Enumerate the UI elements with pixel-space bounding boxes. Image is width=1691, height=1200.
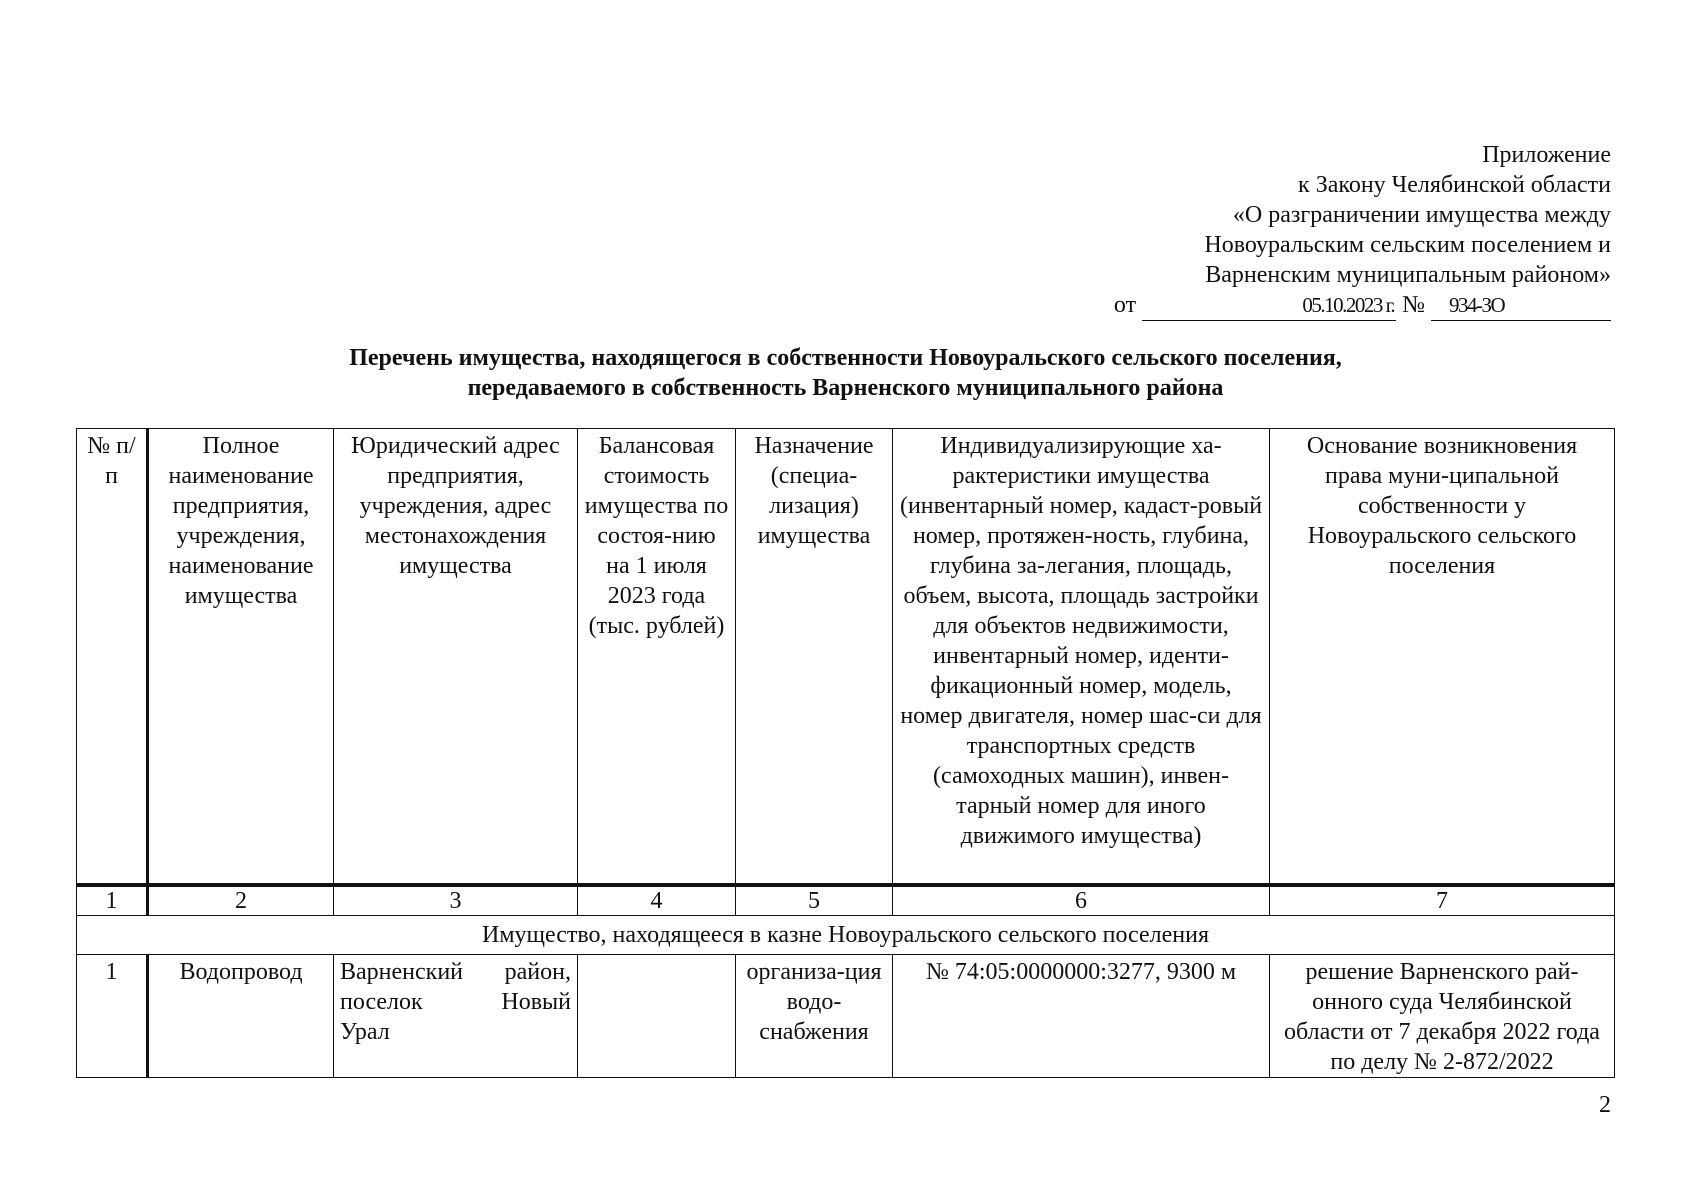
header-cell-basis: Основание возникновения права муни-ципальной собственности у Новоуральского сельского поселения <box>1270 429 1615 886</box>
appendix-line: к Закону Челябинской области <box>1298 172 1611 198</box>
appendix-line: Варненским муниципальным районом» <box>1205 262 1611 288</box>
row-basis: решение Варненского рай-онного суда Челябинской области от 7 декабря 2022 года по делу № 2-872/2022 <box>1270 955 1615 1078</box>
column-number: 4 <box>578 885 736 916</box>
header-cell-name: Полное наименование предприятия, учреждения, наименование имущества <box>148 429 334 886</box>
appendix-line: «О разграничении имущества между <box>1232 202 1611 228</box>
column-number: 3 <box>334 885 578 916</box>
property-table <box>76 428 1615 1078</box>
table-row <box>77 955 1615 1078</box>
row-address-part: Варненский район, <box>340 959 571 985</box>
column-number: 1 <box>77 885 148 916</box>
row-name: Водопровод <box>148 955 334 1078</box>
column-number-row <box>77 885 1615 916</box>
header-cell-address: Юридический адрес предприятия, учреждения, адрес местонахождения имущества <box>334 429 578 886</box>
appendix-block <box>1114 140 1611 321</box>
title-line-1: Перечень имущества, находящегося в собственности Новоуральского сельского поселения, <box>349 345 1342 371</box>
row-purpose: организа-ция водо-снабжения <box>736 955 893 1078</box>
page-number: 2 <box>1599 1092 1611 1118</box>
column-number: 5 <box>736 885 893 916</box>
row-address-part: поселок Новый <box>340 989 571 1015</box>
number-sign: № <box>1402 292 1425 318</box>
column-number: 2 <box>148 885 334 916</box>
header-cell-characteristics: Индивидуализирующие ха-рактеристики имущества (инвентарный номер, кадаст-ровый номер, протяжен-ность, глубина, глубина за-легания, площадь, объем, высота, площадь застройки для объектов недвижимости, инвентарный номер, иденти-фикационный номер, модель, номер двигателя, номер шас-си для транспортных средств (самоходных машин), инвен-тарный номер для иного движимого имущества) <box>893 429 1270 886</box>
header-cell-num: № п/п <box>77 429 148 886</box>
header-cell-purpose: Назначение (специа-лизация) имущества <box>736 429 893 886</box>
from-label: от <box>1113 292 1137 318</box>
law-date-line <box>1114 290 1611 321</box>
section-row <box>77 916 1615 955</box>
law-date: 05.10.2023 г. <box>1142 290 1396 321</box>
law-number: 934-ЗО <box>1431 290 1611 321</box>
appendix-line: Новоуральским сельским поселением и <box>1204 232 1611 258</box>
row-address-part: Урал <box>340 1019 390 1045</box>
row-address <box>334 955 578 1078</box>
column-number: 7 <box>1270 885 1615 916</box>
column-number: 6 <box>893 885 1270 916</box>
row-balance <box>578 955 736 1078</box>
title-line-2: передаваемого в собственность Варненского муниципального района <box>467 375 1224 401</box>
table-header-row <box>77 429 1615 886</box>
header-cell-balance: Балансовая стоимость имущества по состоя-нию на 1 июля 2023 года (тыс. рублей) <box>578 429 736 886</box>
document-title <box>0 343 1691 403</box>
row-num: 1 <box>77 955 148 1078</box>
section-title: Имущество, находящееся в казне Новоуральского сельского поселения <box>77 916 1615 955</box>
row-characteristics: № 74:05:0000000:3277, 9300 м <box>893 955 1270 1078</box>
appendix-line: Приложение <box>1482 142 1611 168</box>
